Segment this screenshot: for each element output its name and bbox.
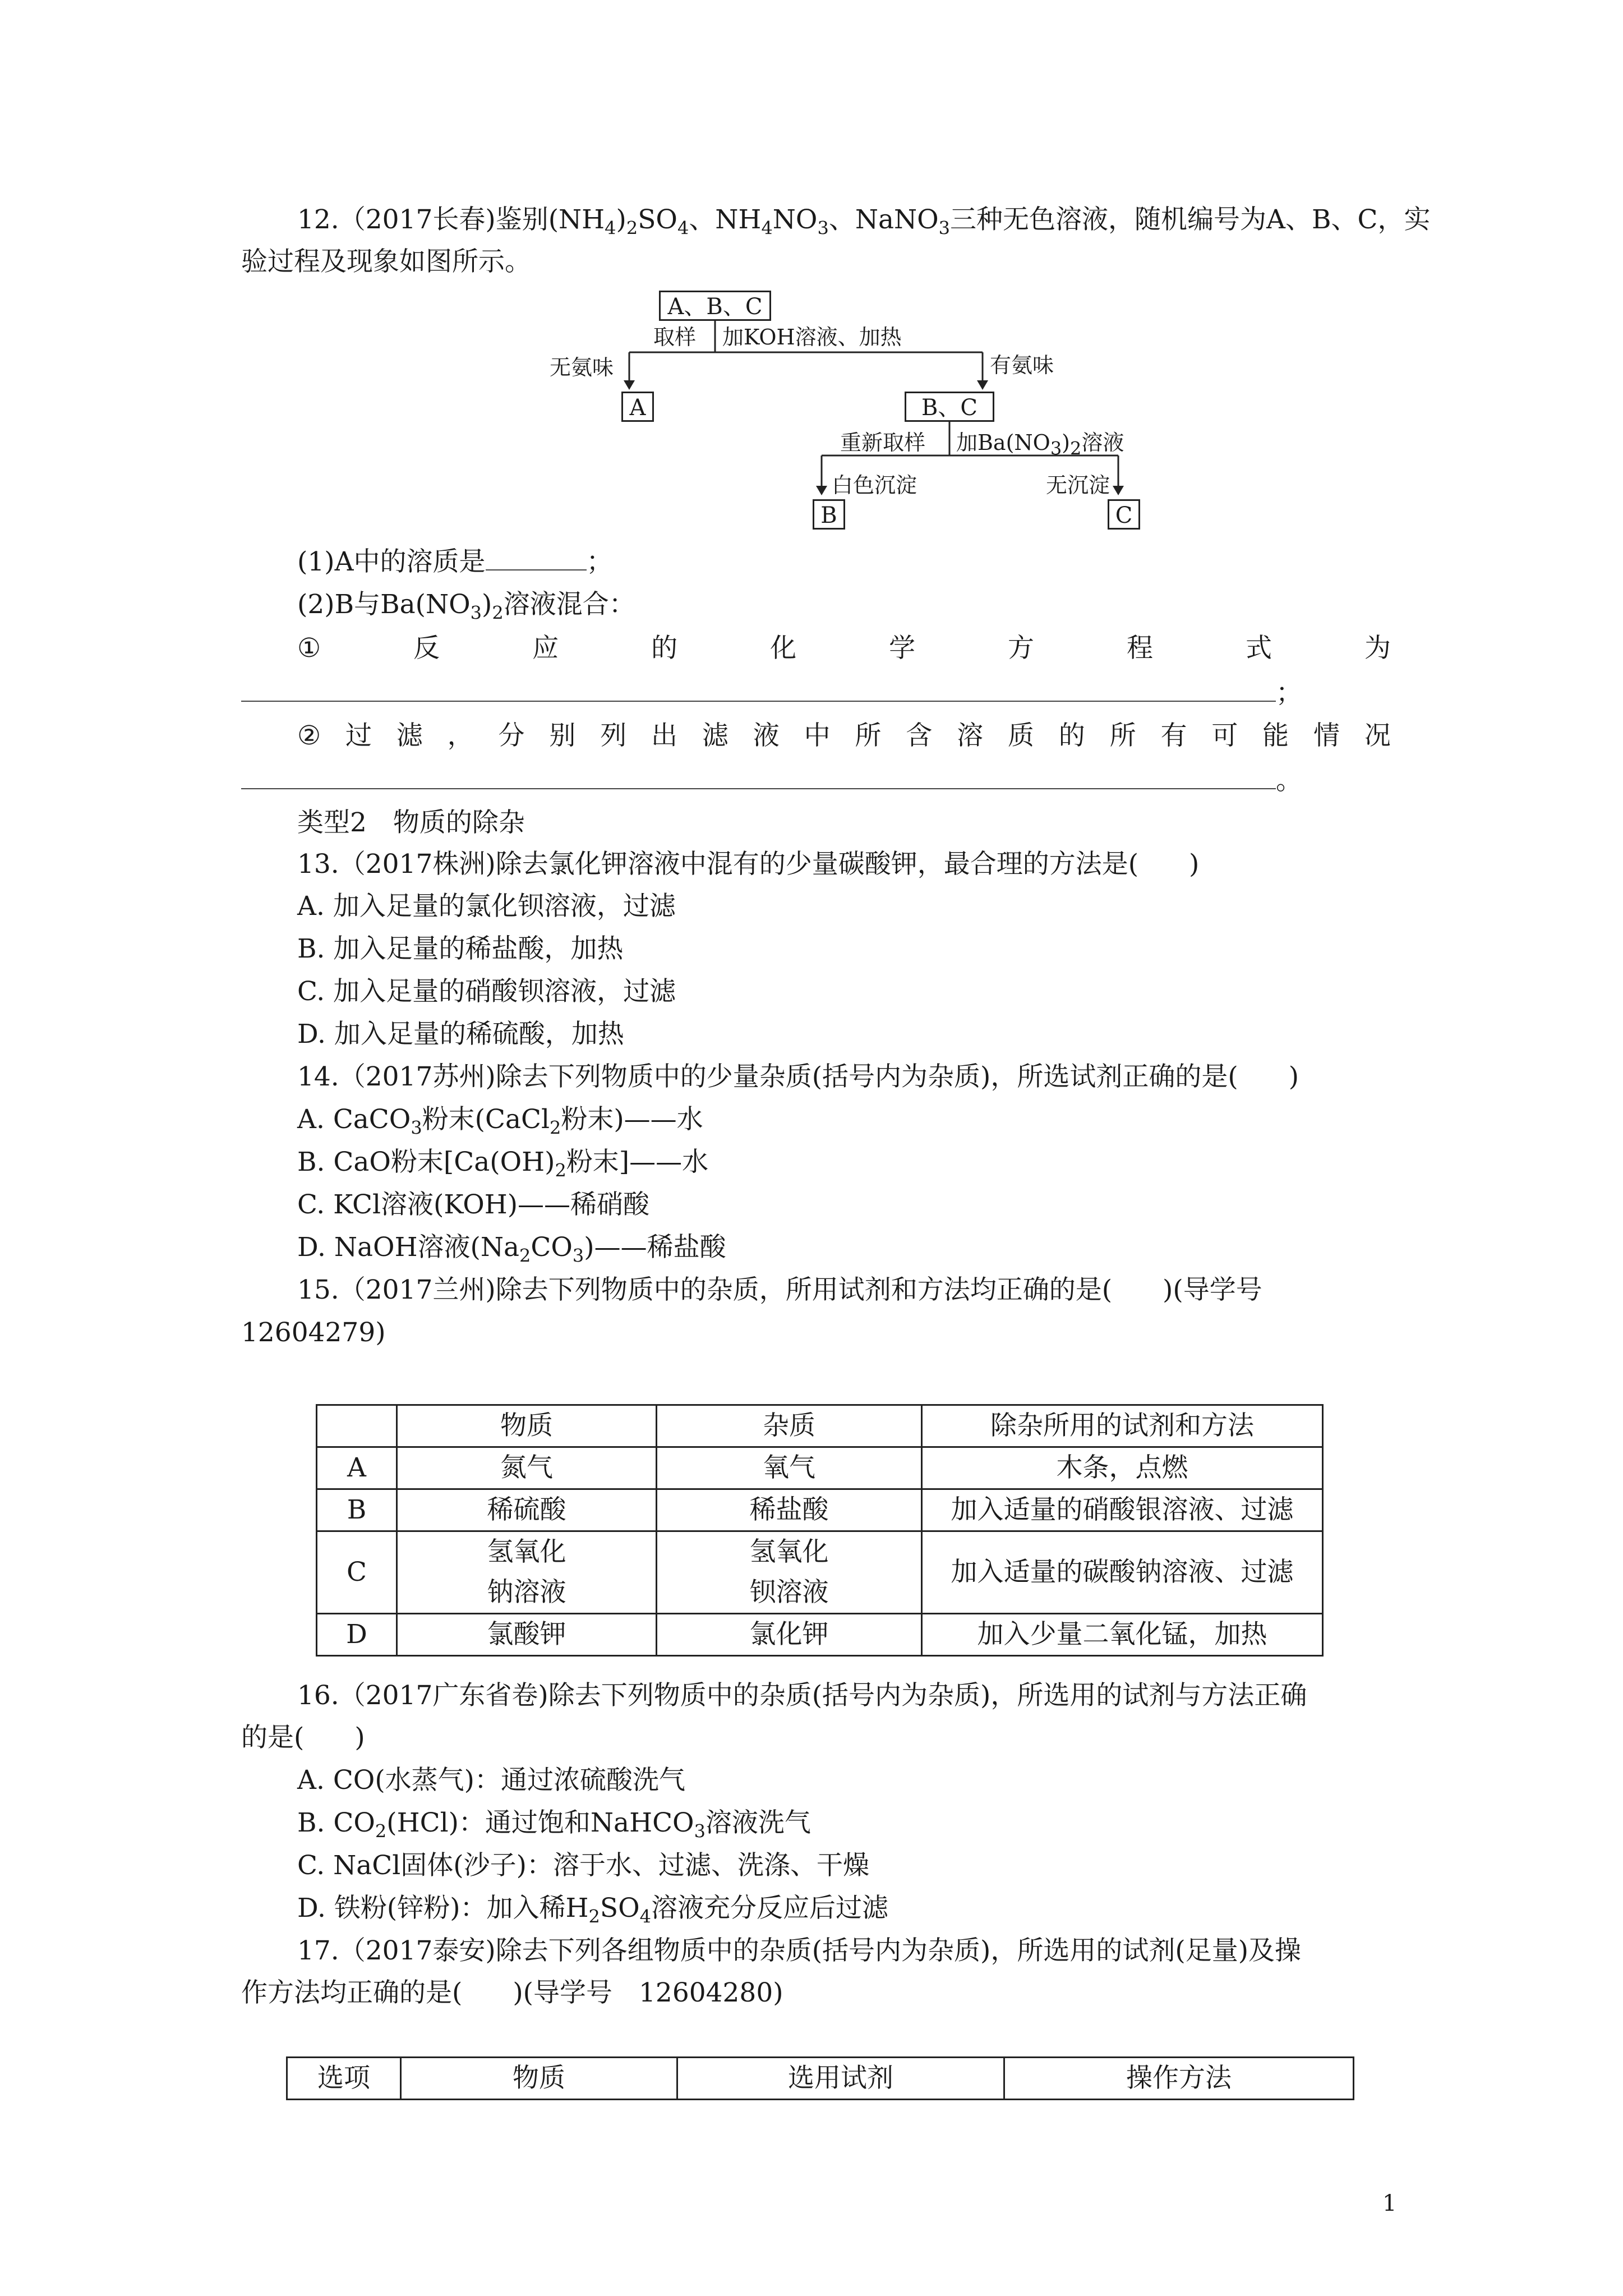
- table-cell: 物质: [397, 1405, 657, 1447]
- table-cell: 加入适量的硝酸银溶液、过滤: [922, 1489, 1323, 1531]
- q12-sub1: (1)A中的溶质是 ；: [297, 546, 613, 577]
- q17-table: [286, 2056, 1354, 2100]
- q15-stem-line2: 12604279): [241, 1317, 386, 1348]
- table-row: [317, 1531, 1323, 1614]
- prompt-char: 液: [753, 720, 780, 751]
- prompt-char: 中: [804, 720, 831, 751]
- prompt-char: 分: [498, 720, 525, 751]
- q12-sub2b-prompt: [297, 719, 1391, 753]
- answer-blank[interactable]: [241, 678, 1276, 702]
- q16-option-d: D. 铁粉(锌粉)：加入稀$H_2SO_4$溶液充分反应后过滤: [297, 1893, 888, 1927]
- q14-stem: 14.（2017苏州)除去下列物质中的少量杂质(括号内为杂质)，所选试剂正确的是( ): [297, 1061, 1299, 1092]
- prompt-char: 别: [549, 720, 576, 751]
- q17-stem-line2: 作方法均正确的是( )(导学号 12604280): [241, 1977, 783, 2008]
- prompt-char: 为: [1364, 633, 1391, 664]
- prompt-char: 所: [855, 720, 882, 751]
- table-cell: 氢氧化 钡溶液: [657, 1531, 922, 1614]
- prompt-char: 的: [651, 633, 678, 664]
- prompt-char: 学: [889, 633, 916, 664]
- answer-blank[interactable]: [486, 547, 587, 570]
- table-cell: 除杂所用的试剂和方法: [922, 1405, 1323, 1447]
- table-cell: 加入少量二氧化锰，加热: [922, 1614, 1323, 1656]
- table-cell: D: [317, 1614, 397, 1656]
- prompt-char: 方: [1008, 633, 1035, 664]
- q16-option-b: B. $CO_2(HCl)$：通过饱和NaHCO$_3$溶液洗气: [297, 1807, 811, 1842]
- prompt-char: 况: [1364, 720, 1391, 751]
- prompt-char: 列: [600, 720, 627, 751]
- prompt-char: 滤: [702, 720, 728, 751]
- q12-stem-line2: 验过程及现象如图所示。: [241, 246, 531, 277]
- table-cell: 选项: [287, 2058, 401, 2100]
- prompt-char: 化: [770, 633, 797, 664]
- q13-option-c: C. 加入足量的硝酸钡溶液，过滤: [297, 976, 676, 1007]
- prompt-char: 的: [1058, 720, 1085, 751]
- q15-table: [316, 1404, 1324, 1657]
- flow-step2-left: 重新取样: [840, 430, 926, 455]
- flow-no-precipitate: 无沉淀: [1046, 473, 1110, 498]
- table-header-row: [287, 2058, 1354, 2100]
- answer-blank[interactable]: [241, 766, 1276, 789]
- flowchart-connectors: [0, 0, 1623, 561]
- prompt-char: 滤: [396, 720, 423, 751]
- table-cell: 稀盐酸: [657, 1489, 922, 1531]
- flow-step1-right: 加KOH溶液、加热: [722, 325, 902, 349]
- table-cell: 加入适量的碳酸钠溶液、过滤: [922, 1531, 1323, 1614]
- flow-box-a: A: [621, 392, 654, 422]
- q14-option-b: B. CaO粉末[$Ca(OH)_2$粉末]——水: [297, 1147, 709, 1181]
- prompt-char: 所: [1109, 720, 1136, 751]
- prompt-char: 应: [532, 633, 559, 664]
- q15-stem: 15.（2017兰州)除去下列物质中的杂质，所用试剂和方法均正确的是( )(导学号: [297, 1274, 1262, 1305]
- q13-option-a: A. 加入足量的氯化钡溶液，过滤: [297, 891, 676, 922]
- q13-stem: 13.（2017株洲)除去氯化钾溶液中混有的少量碳酸钾，最合理的方法是( ): [297, 849, 1200, 880]
- table-cell: 氯化钾: [657, 1614, 922, 1656]
- prompt-char: 溶: [957, 720, 984, 751]
- prompt-char: 含: [906, 720, 933, 751]
- table-cell: 稀硫酸: [397, 1489, 657, 1531]
- table-cell: 杂质: [657, 1405, 922, 1447]
- prompt-char: ②: [297, 720, 321, 751]
- q13-option-b: B. 加入足量的稀盐酸，加热: [297, 933, 624, 964]
- table-cell: 氯酸钾: [397, 1614, 657, 1656]
- q16-option-c: C. NaCl固体(沙子)：溶于水、过滤、洗涤、干燥: [297, 1850, 869, 1881]
- q12-stem-line1: 12.（2017长春)鉴别$(NH_4)_2SO_4$、$NH_4NO_3$、NaNO$_3$三种无色溶液，随机编号为A、B、C，实: [297, 204, 1431, 239]
- q14-option-c: C. KCl溶液(KOH)——稀硝酸: [297, 1189, 650, 1220]
- prompt-char: ①: [297, 633, 321, 664]
- table-row: [317, 1447, 1323, 1489]
- flow-step1-left: 取样: [653, 325, 697, 349]
- prompt-char: 程: [1127, 633, 1154, 664]
- flow-no-ammonia: 无氨味: [550, 355, 614, 380]
- q17-stem: 17.（2017泰安)除去下列各组物质中的杂质(括号内为杂质)，所选用的试剂(足量)及操: [297, 1935, 1302, 1966]
- table-cell: 氮气: [397, 1447, 657, 1489]
- q12-sub2b-answer: 。: [241, 764, 1302, 798]
- prompt-char: 出: [651, 720, 678, 751]
- flow-ammonia: 有氨味: [990, 353, 1054, 378]
- q16-option-a: A. CO(水蒸气)：通过浓硫酸洗气: [297, 1765, 685, 1796]
- table-cell: 操作方法: [1004, 2058, 1354, 2100]
- prompt-char: 情: [1313, 720, 1340, 751]
- q12-sub2a-prompt: [297, 632, 1391, 665]
- q16-stem-line2: 的是( ): [241, 1722, 365, 1753]
- table-header-row: [317, 1405, 1323, 1447]
- table-cell: A: [317, 1447, 397, 1489]
- prompt-char: 反: [413, 633, 440, 664]
- flow-box-abc: A、B、C: [659, 291, 771, 321]
- q12-sub2a-answer: ；: [241, 677, 1302, 710]
- table-cell: [317, 1405, 397, 1447]
- prompt-char: 过: [345, 720, 372, 751]
- prompt-char: 能: [1262, 720, 1289, 751]
- flow-step2-right: 加$Ba(NO_3)_2$溶液: [956, 430, 1124, 459]
- q14-option-a: A. CaCO$_3$粉末(CaCl$_2$粉末)——水: [297, 1104, 703, 1139]
- flow-box-bc: B、C: [905, 392, 994, 422]
- prompt-char: ，: [447, 720, 474, 751]
- q16-stem: 16.（2017广东省卷)除去下列物质中的杂质(括号内为杂质)，所选用的试剂与方法正确: [297, 1680, 1307, 1711]
- flow-box-b: B: [813, 499, 845, 530]
- page-number: 1: [1382, 2191, 1397, 2216]
- table-cell: 选用试剂: [677, 2058, 1004, 2100]
- q12-sub2: (2)B与$Ba(NO_3)_2$溶液混合：: [297, 589, 635, 624]
- flow-box-c: C: [1108, 499, 1140, 530]
- table-row: [317, 1489, 1323, 1531]
- table-cell: 木条，点燃: [922, 1447, 1323, 1489]
- flow-white-precipitate: 白色沉淀: [832, 473, 917, 498]
- section-heading: 类型2 物质的除杂: [297, 807, 525, 838]
- prompt-char: 质: [1007, 720, 1034, 751]
- prompt-char: 可: [1211, 720, 1238, 751]
- table-cell: 氢氧化 钠溶液: [397, 1531, 657, 1614]
- table-cell: 氧气: [657, 1447, 922, 1489]
- table-row: [317, 1614, 1323, 1656]
- table-cell: B: [317, 1489, 397, 1531]
- prompt-char: 有: [1160, 720, 1187, 751]
- q14-option-d: D. NaOH溶液$(Na_2CO_3)——$稀盐酸: [297, 1232, 726, 1267]
- table-cell: C: [317, 1531, 397, 1614]
- table-cell: 物质: [401, 2058, 677, 2100]
- q13-option-d: D. 加入足量的稀硫酸，加热: [297, 1019, 624, 1050]
- prompt-char: 式: [1246, 633, 1272, 664]
